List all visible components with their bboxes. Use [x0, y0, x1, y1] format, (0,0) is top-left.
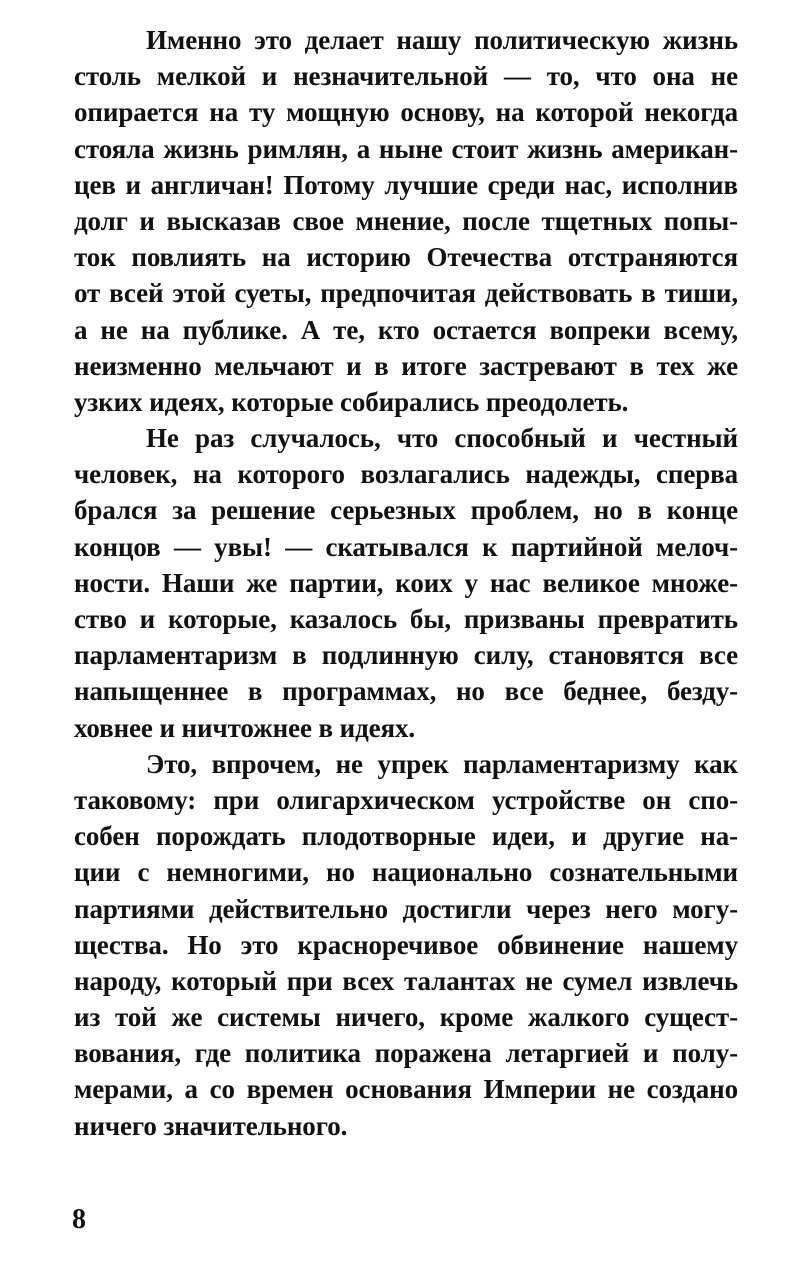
text-line: ничего значительного.: [74, 1110, 348, 1141]
text-line: стояла жизнь римлян, а ныне стоит жизнь американ-: [74, 133, 738, 164]
text-line: а не на публике. А те, кто остается вопреки всему,: [74, 314, 738, 345]
paragraph-1: [74, 22, 738, 420]
text-line: Не раз случалось, что способный и честный: [146, 423, 738, 454]
text-line: цев и англичан! Потому лучшие среди нас, исполнив: [74, 169, 738, 200]
text-line: столь мелкой и незначительной — то, что она не: [74, 61, 738, 92]
text-line: опирается на ту мощную основу, на которой некогда: [74, 97, 738, 128]
text-line: вования, где политика поражена летаргией и полу-: [74, 1038, 738, 1069]
text-line: Это, впрочем, не упрек парламентаризму как: [146, 748, 738, 779]
text-line: ток повлиять на историю Отечества отстраняются: [74, 242, 738, 273]
text-line: узких идеях, которые собирались преодолеть.: [74, 386, 629, 417]
page-number: 8: [72, 1204, 86, 1235]
text-line: народу, который при всех талантах не сумел извлечь: [74, 965, 738, 996]
text-line: ховнее и ничтожнее в идеях.: [74, 712, 416, 743]
text-line: собен порождать плодотворные идеи, и другие на-: [74, 821, 738, 852]
text-line: мерами, а со времен основания Империи не создано: [74, 1074, 738, 1105]
text-line: концов — увы! — скатывался к партийной мелоч-: [74, 531, 738, 562]
text-line: парламентаризм в подлинную силу, становятся все: [74, 640, 738, 671]
text-line: щества. Но это красноречивое обвинение нашему: [74, 929, 738, 960]
text-line: напыщеннее в программах, но все беднее, безду-: [74, 676, 738, 707]
text-line: партиями действительно достигли через него могу-: [74, 893, 738, 924]
text-line: человек, на которого возлагались надежды, сперва: [74, 459, 738, 490]
page-body: [74, 22, 738, 1144]
text-line: ции с немногими, но национально сознательными: [74, 857, 738, 888]
paragraph-2: [74, 420, 738, 746]
paragraph-3: [74, 746, 738, 1144]
text-line: брался за решение серьезных проблем, но в конце: [74, 495, 738, 526]
text-line: таковому: при олигархическом устройстве он спо-: [74, 784, 738, 815]
text-line: ство и которые, казалось бы, призваны превратить: [74, 604, 738, 634]
text-line: ности. Наши же партии, коих у нас великое множе-: [74, 567, 738, 598]
text-line: Именно это делает нашу политическую жизнь: [146, 25, 738, 55]
text-line: из той же системы ничего, кроме жалкого сущест-: [74, 1002, 738, 1033]
text-line: долг и высказав свое мнение, после тщетных попы-: [74, 205, 738, 236]
text-line: от всей этой суеты, предпочитая действовать в тиши,: [74, 278, 738, 309]
text-line: неизменно мельчают и в итоге застревают в тех же: [74, 350, 738, 381]
